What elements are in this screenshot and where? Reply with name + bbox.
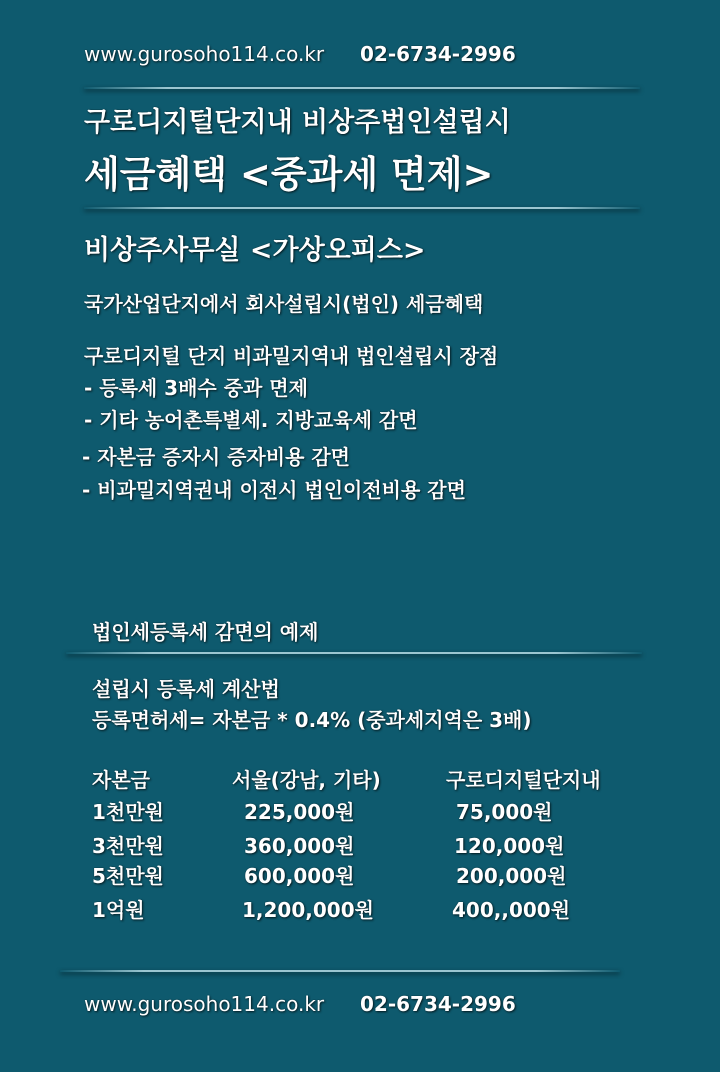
intro-text: 국가산업단지에서 회사설립시(법인) 세금혜택 bbox=[84, 292, 484, 316]
header-phone: 02-6734-2996 bbox=[360, 42, 516, 66]
divider-top bbox=[84, 87, 640, 89]
table-cell-capital: 5천만원 bbox=[92, 864, 164, 888]
table-cell-seoul: 225,000원 bbox=[244, 800, 355, 824]
divider-title bbox=[84, 207, 640, 209]
table-header-seoul: 서울(강남, 기타) bbox=[232, 768, 381, 792]
table-cell-seoul: 360,000원 bbox=[244, 834, 355, 858]
table-cell-guro: 75,000원 bbox=[456, 800, 553, 824]
subtitle: 비상주사무실 <가상오피스> bbox=[84, 235, 426, 266]
example-heading: 법인세등록세 감면의 예제 bbox=[92, 620, 319, 644]
table-cell-capital: 1천만원 bbox=[92, 800, 164, 824]
table-cell-capital: 1억원 bbox=[92, 898, 145, 922]
benefits-heading: 구로디지털 단지 비과밀지역내 법인설립시 장점 bbox=[84, 344, 499, 368]
footer-phone: 02-6734-2996 bbox=[360, 992, 516, 1016]
header-website: www.gurosoho114.co.kr bbox=[84, 42, 325, 66]
calc-formula: 등록면허세= 자본금 * 0.4% (중과세지역은 3배) bbox=[92, 708, 532, 732]
table-cell-guro: 400,,000원 bbox=[452, 898, 571, 922]
divider-example bbox=[66, 652, 642, 654]
divider-bottom bbox=[60, 970, 620, 972]
title-line2: 세금혜택 <중과세 면제> bbox=[84, 153, 494, 196]
table-cell-guro: 120,000원 bbox=[454, 834, 565, 858]
table-cell-capital: 3천만원 bbox=[92, 834, 164, 858]
benefit-item: - 자본금 증자시 증자비용 감면 bbox=[82, 445, 350, 469]
benefit-item: - 등록세 3배수 중과 면제 bbox=[84, 376, 308, 400]
footer-website: www.gurosoho114.co.kr bbox=[84, 992, 325, 1016]
table-header-capital: 자본금 bbox=[92, 768, 150, 792]
benefit-item: - 비과밀지역권내 이전시 법인이전비용 감면 bbox=[82, 478, 466, 502]
benefit-item: - 기타 농어촌특별세. 지방교육세 감면 bbox=[84, 408, 418, 432]
title-line1: 구로디지털단지내 비상주법인설립시 bbox=[84, 107, 511, 138]
table-cell-seoul: 1,200,000원 bbox=[242, 898, 374, 922]
table-cell-guro: 200,000원 bbox=[456, 864, 567, 888]
calc-title: 설립시 등록세 계산법 bbox=[92, 677, 280, 701]
table-header-guro: 구로디지털단지내 bbox=[446, 768, 601, 792]
table-cell-seoul: 600,000원 bbox=[244, 864, 355, 888]
